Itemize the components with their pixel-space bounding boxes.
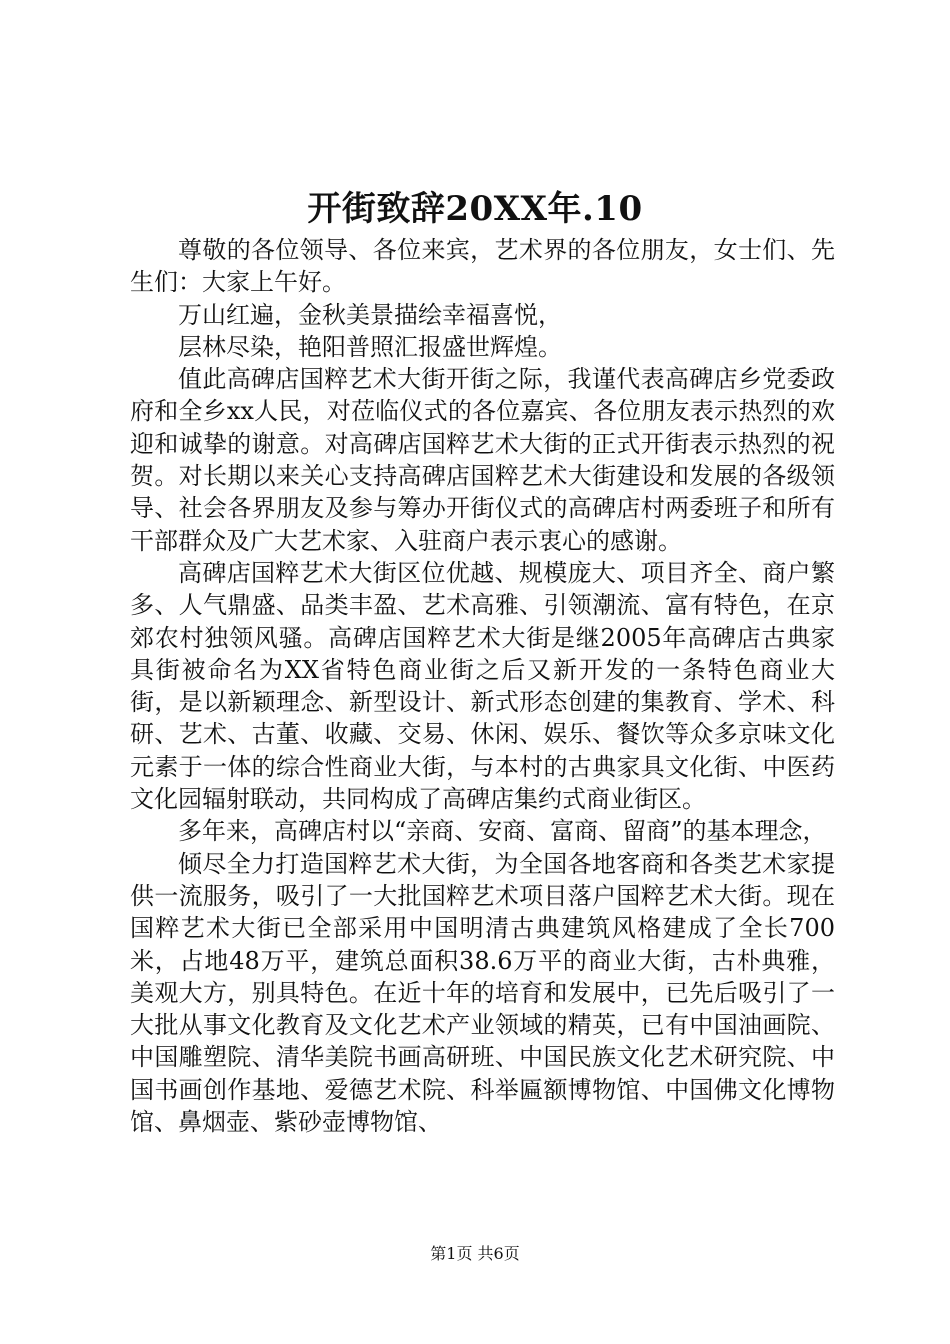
paragraph-greeting: 尊敬的各位领导、各位来宾，艺术界的各位朋友，女士们、先生们：大家上午好。 <box>130 236 835 297</box>
paragraph-philosophy: 多年来，高碑店村以“亲商、安商、富商、留商”的基本理念， <box>178 817 827 846</box>
paragraph-verse-1: 万山红遍，金秋美景描绘幸福喜悦， <box>178 300 562 329</box>
paragraph-street-intro: 高碑店国粹艺术大街区位优越、规模庞大、项目齐全、商户繁多、人气鼎盛、品类丰盈、艺术高雅、引领潮流、富有特色，在京郊农村独领风骚。高碑店国粹艺术大街是继2005年高碑店古典家具街被命名为XX省特色商业街之后又新开发的一条特色商业大街，是以新颖理念、新型设计、新式形态创建的集教育、学术、科研、艺术、古董、收藏、交易、休闲、娱乐、餐饮等众多京味文化元素于一体的综合性商业大街，与本村的古典家具文化街、中医药文化园辐射联动，共同构成了高碑店集约式商业街区。 <box>130 558 835 814</box>
paragraph-development: 倾尽全力打造国粹艺术大街，为全国各地客商和各类艺术家提供一流服务，吸引了一大批国粹艺术项目落户国粹艺术大街。现在国粹艺术大街已全部采用中国明清古典建筑风格建成了全长700米，占地48万平，建筑总面积38.6万平的商业大街，古朴典雅，美观大方，别具特色。在近十年的培育和发展中，已先后吸引了一大批从事文化教育及文化艺术产业领域的精英，已有中国油画院、中国雕塑院、清华美院书画高研班、中国民族文化艺术研究院、中国书画创作基地、爱德艺术院、科举匾额博物馆、中国佛文化博物馆、鼻烟壶、紫砂壶博物馆、 <box>130 849 835 1137</box>
paragraph-welcome: 值此高碑店国粹艺术大街开街之际，我谨代表高碑店乡党委政府和全乡xx人民，对莅临仪式的各位嘉宾、各位朋友表示热烈的欢迎和诚挚的谢意。对高碑店国粹艺术大街的正式开街表示热烈的祝贺。对长期以来关心支持高碑店国粹艺术大街建设和发展的各级领导、社会各界朋友及参与筹办开街仪式的高碑店村两委班子和所有干部群众及广大艺术家、入驻商户表示衷心的感谢。 <box>130 365 835 555</box>
paragraph-verse-2: 层林尽染，艳阳普照汇报盛世辉煌。 <box>178 332 562 361</box>
document-title: 开街致辞20XX年.10 <box>307 189 643 229</box>
document-body <box>130 234 835 1138</box>
page-footer: 第1页 共6页 <box>430 1244 520 1263</box>
